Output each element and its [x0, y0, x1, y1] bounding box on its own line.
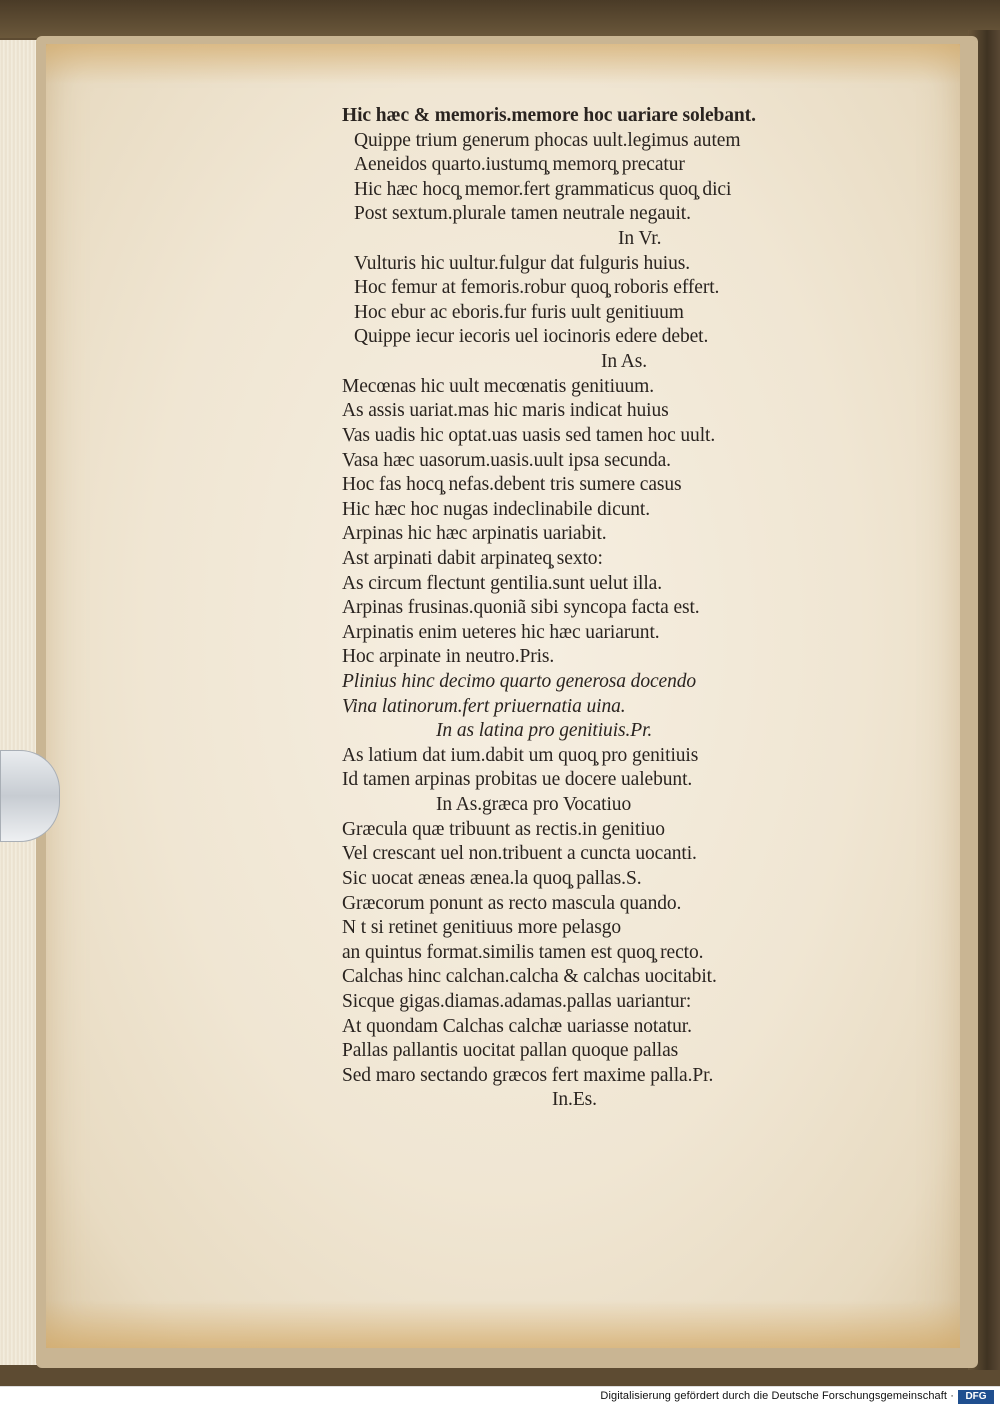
text-line: Sic uocat æneas ænea.la quoq̧ pallas.S.	[342, 867, 642, 889]
text-line: As circum flectunt gentilia.sunt uelut illa.	[342, 572, 662, 594]
text-line: Hoc ebur ac eboris.fur furis uult genitiuum	[354, 301, 684, 323]
text-line: an quintus format.similis tamen est quoq̧ recto.	[342, 941, 704, 963]
text-line: N t si retinet genitiuus more pelasgo	[342, 917, 621, 939]
text-line: Arpinas hic hæc arpinatis uariabit.	[342, 523, 607, 545]
page-text-block	[338, 104, 883, 1113]
text-line: Plinius hinc decimo quarto generosa docendo	[342, 671, 697, 693]
text-line: Mecœnas hic uult mecœnatis genitiuum.	[342, 375, 655, 397]
text-line: Græcula quæ tribuunt as rectis.in genitiuo	[342, 818, 665, 840]
text-line: Hic hæc hocq̧ memor.fert grammaticus quoq̧ dici	[354, 178, 732, 200]
page-stain-top	[46, 44, 960, 84]
text-line: Vel crescant uel non.tribuent a cuncta uocanti.	[342, 843, 697, 865]
text-line: Græcorum ponunt as recto mascula quando.	[342, 892, 682, 914]
text-line: Vulturis hic uultur.fulgur dat fulguris huius.	[354, 252, 690, 274]
text-line: Calchas hinc calchan.calcha & calchas uocitabit.	[342, 966, 717, 988]
text-line: Sed maro sectando græcos fert maxime palla.Pr.	[342, 1064, 714, 1086]
text-line: In As.græca pro Vocatiuo	[436, 794, 632, 816]
text-line: Hoc femur at femoris.robur quoq̧ roboris effert.	[354, 277, 720, 299]
text-line: At quondam Calchas calchæ uariasse notatur.	[342, 1015, 692, 1037]
footer-credit: Digitalisierung gefördert durch die Deutsche Forschungsgemeinschaft ·	[600, 1390, 954, 1402]
dfg-logo: DFG	[958, 1390, 994, 1404]
text-line: Arpinatis enim ueteres hic hæc uariarunt.	[342, 621, 660, 643]
text-line: Hoc fas hocq̧ nefas.debent tris sumere casus	[342, 474, 682, 496]
text-line: Arpinas frusinas.quoniã sibi syncopa facta est.	[342, 597, 700, 619]
text-line: Aeneidos quarto.iustumq̧ memorq̧ precatur	[354, 154, 685, 176]
scan-top-edge	[0, 0, 1000, 38]
text-line: Vas uadis hic optat.uas uasis sed tamen hoc uult.	[342, 424, 716, 446]
text-line: Post sextum.plurale tamen neutrale negauit.	[354, 203, 691, 225]
text-line: Hic hæc hoc nugas indeclinabile dicunt.	[342, 498, 651, 520]
text-line: Hoc arpinate in neutro.Pris.	[342, 646, 555, 668]
text-line: Pallas pallantis uocitat pallan quoque pallas	[342, 1040, 679, 1062]
text-line: Ast arpinati dabit arpinateq̧ sexto:	[342, 547, 603, 569]
page-stain-bottom	[46, 1300, 960, 1348]
text-line: Vina latinorum.fert priuernatia uina.	[342, 695, 626, 717]
text-line: In.Es.	[552, 1089, 597, 1111]
footer-bar	[0, 1386, 1000, 1408]
text-line: In Vr.	[618, 228, 662, 250]
text-line: In as latina pro genitiuis.Pr.	[436, 720, 653, 742]
text-line: As latium dat ium.dabit um quoq̧ pro genitiuis	[342, 744, 699, 766]
text-line: As assis uariat.mas hic maris indicat huius	[342, 400, 669, 422]
text-line: Hic hæc & memoris.memore hoc uariare solebant.	[342, 105, 756, 126]
text-line: Sicque gigas.diamas.adamas.pallas uariantur:	[342, 990, 692, 1012]
text-line: Id tamen arpinas probitas ue docere ualebunt.	[342, 769, 693, 791]
text-line: Quippe trium generum phocas uult.legimus autem	[354, 129, 741, 151]
text-line: Quippe iecur iecoris uel iocinoris edere debet.	[354, 326, 709, 348]
text-line: Vasa hæc uasorum.uasis.uult ipsa secunda.	[342, 449, 671, 471]
text-line: In As.	[601, 351, 647, 373]
